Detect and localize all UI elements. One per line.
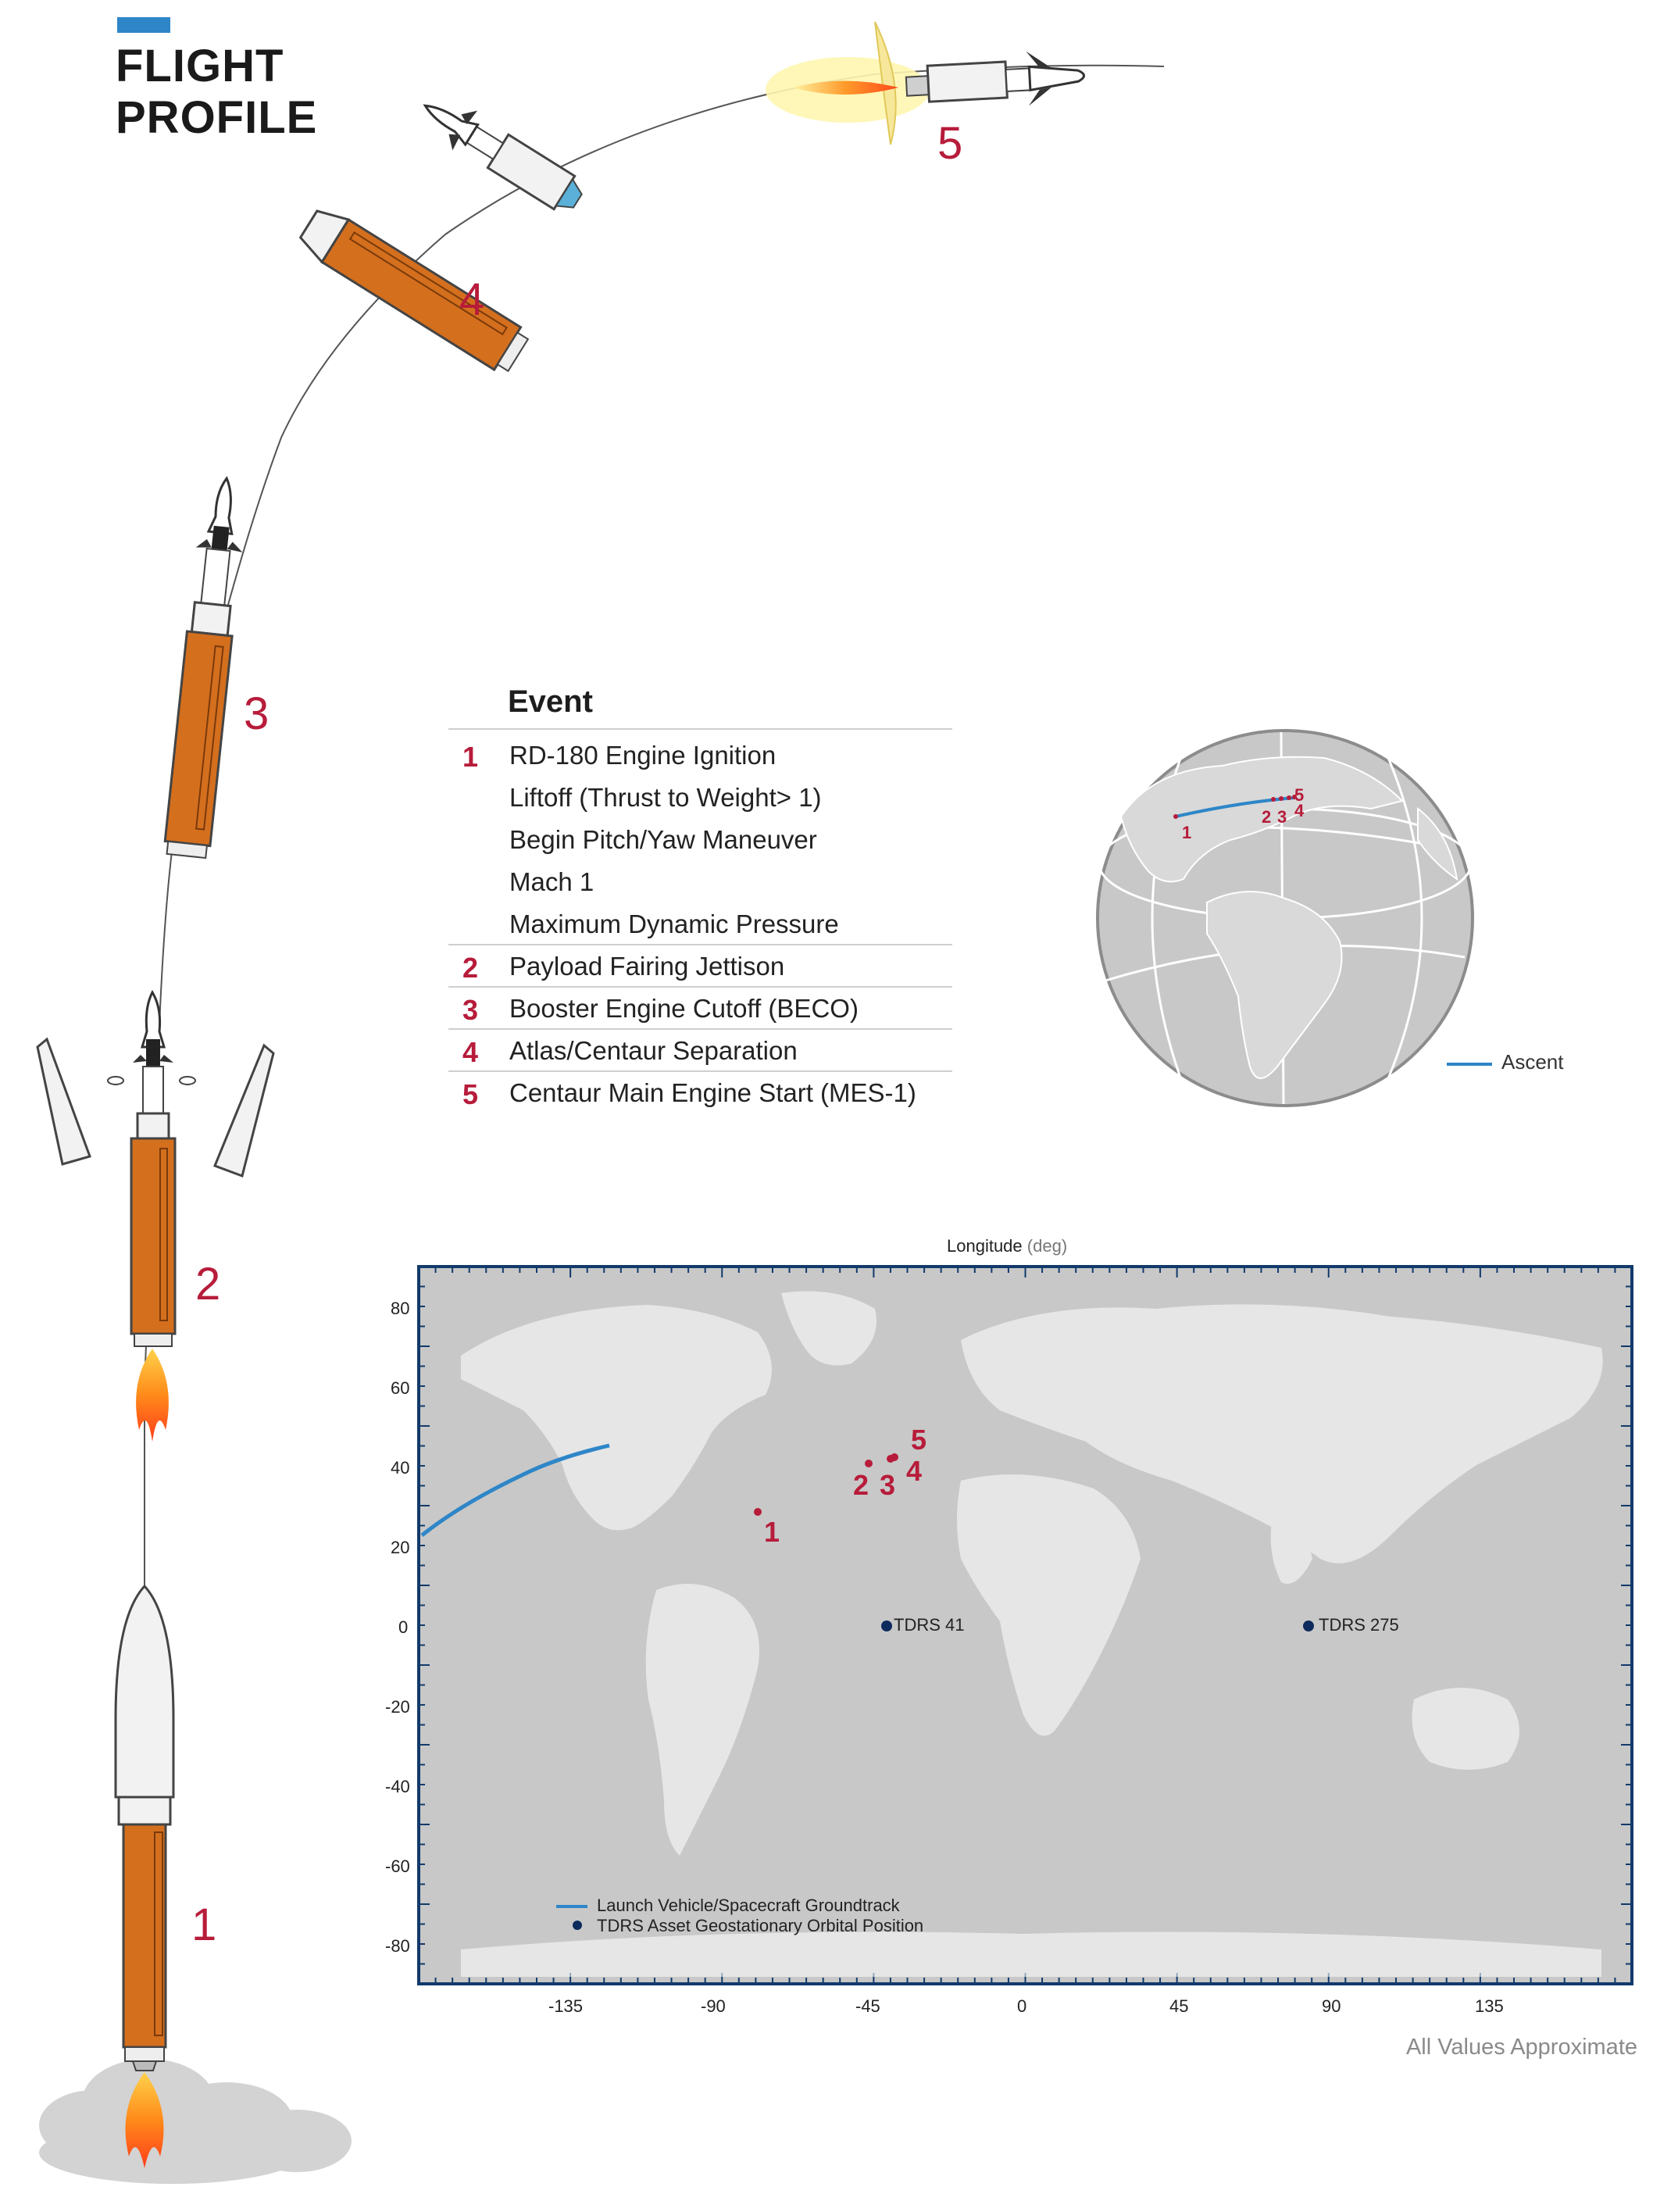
asset-dot-tdrs-41 [881,1621,892,1631]
stage-label-3: 3 [244,688,270,739]
event-number: 2 [462,952,479,984]
event-row-6 [448,945,952,988]
globe-marker-5: 5 [1294,785,1305,805]
event-label: Booster Engine Cutoff (BECO) [509,994,859,1023]
event-label: Atlas/Centaur Separation [509,1036,798,1065]
event-row-7 [448,988,952,1030]
footnote: All Values Approximate [1405,2035,1637,2060]
event-label: RD-180 Engine Ignition [509,741,777,770]
y-tick: 40 [391,1458,410,1478]
x-tick: 135 [1475,1996,1504,2016]
globe-legend-swatch [1447,1063,1492,1066]
rocket-stage-4 [295,86,590,377]
event-row-3 [448,819,952,861]
x-tick: -45 [855,1996,880,2016]
title-line-1: FLIGHT [116,41,284,91]
map-x-axis-title-text: Longitude [947,1236,1023,1256]
map-marker-4: 4 [906,1455,923,1487]
event-row-8 [448,1030,952,1072]
map-legend-asset-label: TDRS Asset Geostationary Orbital Position [597,1916,924,1935]
globe-marker-4: 4 [1294,801,1305,820]
map-marker-3: 3 [880,1469,896,1501]
rocket-stage-5 [766,22,1085,145]
asset-label-tdrs-41: TDRS 41 [894,1615,965,1635]
event-label: Centaur Main Engine Start (MES-1) [509,1078,916,1107]
map-marker-1: 1 [764,1516,780,1548]
map-marker-2: 2 [853,1469,869,1501]
globe-legend-label: Ascent [1501,1050,1564,1074]
x-tick: -135 [548,1996,584,2016]
x-tick: 45 [1169,1996,1189,2016]
stage-label-4: 4 [459,274,485,325]
launch-smoke-cloud [39,2059,352,2184]
event-label: Maximum Dynamic Pressure [509,909,839,938]
map-legend-asset-swatch [573,1921,582,1930]
event-table-heading: Event [508,684,593,719]
event-number: 1 [462,741,479,773]
event-table-rule-top [448,728,952,730]
x-tick: 0 [1017,1996,1027,2016]
y-tick: -20 [385,1697,410,1717]
event-label: Payload Fairing Jettison [509,952,785,981]
map-legend-track-label: Launch Vehicle/Spacecraft Groundtrack [597,1896,900,1915]
x-tick: -90 [701,1996,726,2016]
event-label: Mach 1 [509,867,594,896]
x-tick: 90 [1322,1996,1341,2016]
event-row-4 [448,861,952,903]
y-tick: 0 [398,1617,409,1637]
y-tick: -60 [385,1856,410,1876]
y-tick: 20 [391,1538,410,1557]
event-row-1 [448,734,952,777]
map-marker-dot [754,1508,762,1516]
title-line-2: PROFILE [116,92,318,143]
asset-dot-tdrs-275 [1303,1621,1314,1631]
map-marker-dot [891,1453,898,1461]
globe-marker-3: 3 [1277,807,1287,827]
rocket-stage-2 [37,992,273,1442]
engine-flame-2 [136,1349,169,1442]
event-row-5 [448,903,952,945]
y-tick: -80 [385,1936,410,1956]
stage-label-2: 2 [195,1259,221,1310]
map-x-axis-title [947,1236,1067,1256]
map-legend-track-swatch [556,1905,587,1908]
map-marker-5: 5 [911,1424,927,1456]
map-x-axis-unit: (deg) [1026,1236,1068,1256]
groundtrack-map [414,1262,1637,1989]
globe-view [1090,723,1480,1113]
event-row-9 [448,1072,952,1114]
rocket-stage-3 [164,476,250,859]
globe-marker-2: 2 [1262,807,1272,827]
event-number: 4 [462,1036,479,1068]
y-tick: -40 [385,1777,410,1796]
stage-label-1: 1 [191,1899,217,1950]
y-tick: 60 [391,1378,410,1398]
event-label: Liftoff (Thrust to Weight> 1) [509,783,822,812]
stage-label-5: 5 [937,118,963,169]
event-row-2 [448,777,952,819]
asset-label-tdrs-275: TDRS 275 [1319,1615,1399,1635]
event-number: 3 [462,994,479,1026]
y-tick: 80 [391,1299,410,1318]
event-number: 5 [462,1078,479,1110]
globe-marker-1: 1 [1182,823,1192,842]
event-label: Begin Pitch/Yaw Maneuver [509,825,817,854]
map-marker-dot [865,1460,873,1467]
